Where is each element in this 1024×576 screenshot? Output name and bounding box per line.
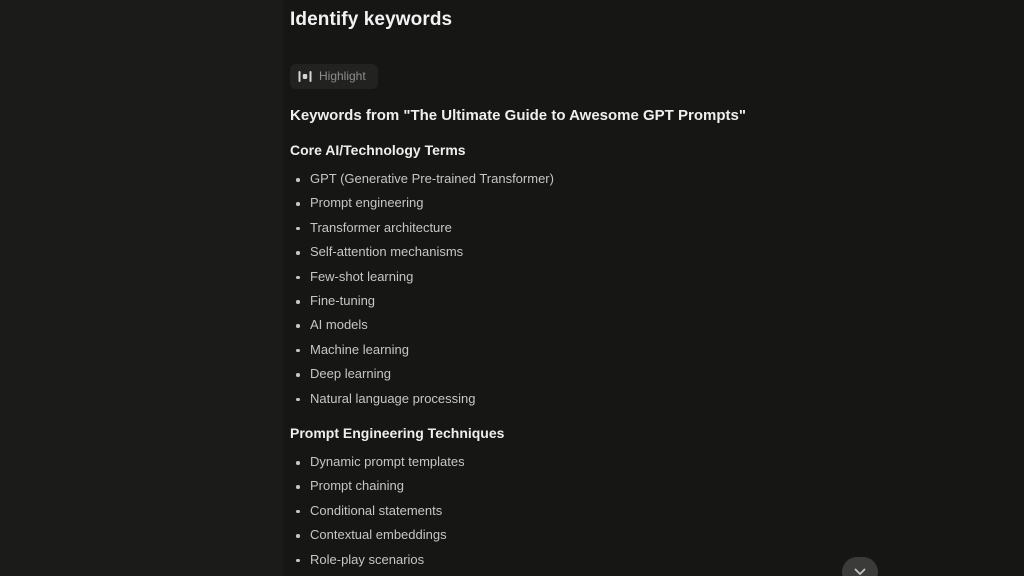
keyword-item: Fine-tuning — [290, 289, 990, 313]
keyword-section — [290, 425, 990, 572]
chevron-down-icon — [854, 564, 866, 576]
keyword-sections — [290, 142, 990, 572]
document-heading: Keywords from "The Ultimate Guide to Awesome GPT Prompts" — [290, 107, 746, 124]
document-body — [290, 8, 990, 576]
keyword-item: AI models — [290, 313, 990, 337]
keyword-item: Dynamic prompt templates — [290, 450, 990, 474]
keyword-list — [290, 167, 990, 411]
keyword-item: Deep learning — [290, 362, 990, 386]
left-pane — [0, 0, 283, 576]
scroll-to-bottom-button[interactable] — [842, 557, 878, 576]
keyword-item: Contextual embeddings — [290, 523, 990, 547]
keyword-item: Prompt chaining — [290, 474, 990, 498]
highlight-badge-label: Highlight — [319, 69, 366, 83]
keyword-item: Prompt engineering — [290, 191, 990, 215]
keyword-item: Self-attention mechanisms — [290, 240, 990, 264]
section-heading: Prompt Engineering Techniques — [290, 425, 505, 442]
main-content — [283, 0, 1024, 576]
keyword-item: Transformer architecture — [290, 216, 990, 240]
keyword-item: GPT (Generative Pre-trained Transformer) — [290, 167, 990, 191]
page-title: Identify keywords — [290, 9, 453, 30]
keyword-list — [290, 450, 990, 572]
section-heading: Core AI/Technology Terms — [290, 142, 466, 158]
keyword-section — [290, 142, 990, 411]
highlight-icon — [298, 70, 312, 83]
keyword-item: Natural language processing — [290, 387, 990, 411]
keyword-item: Role-play scenarios — [290, 548, 990, 572]
keyword-item: Few-shot learning — [290, 265, 990, 289]
keyword-item: Machine learning — [290, 338, 990, 362]
keyword-item: Conditional statements — [290, 499, 990, 523]
highlight-badge[interactable] — [290, 64, 378, 89]
